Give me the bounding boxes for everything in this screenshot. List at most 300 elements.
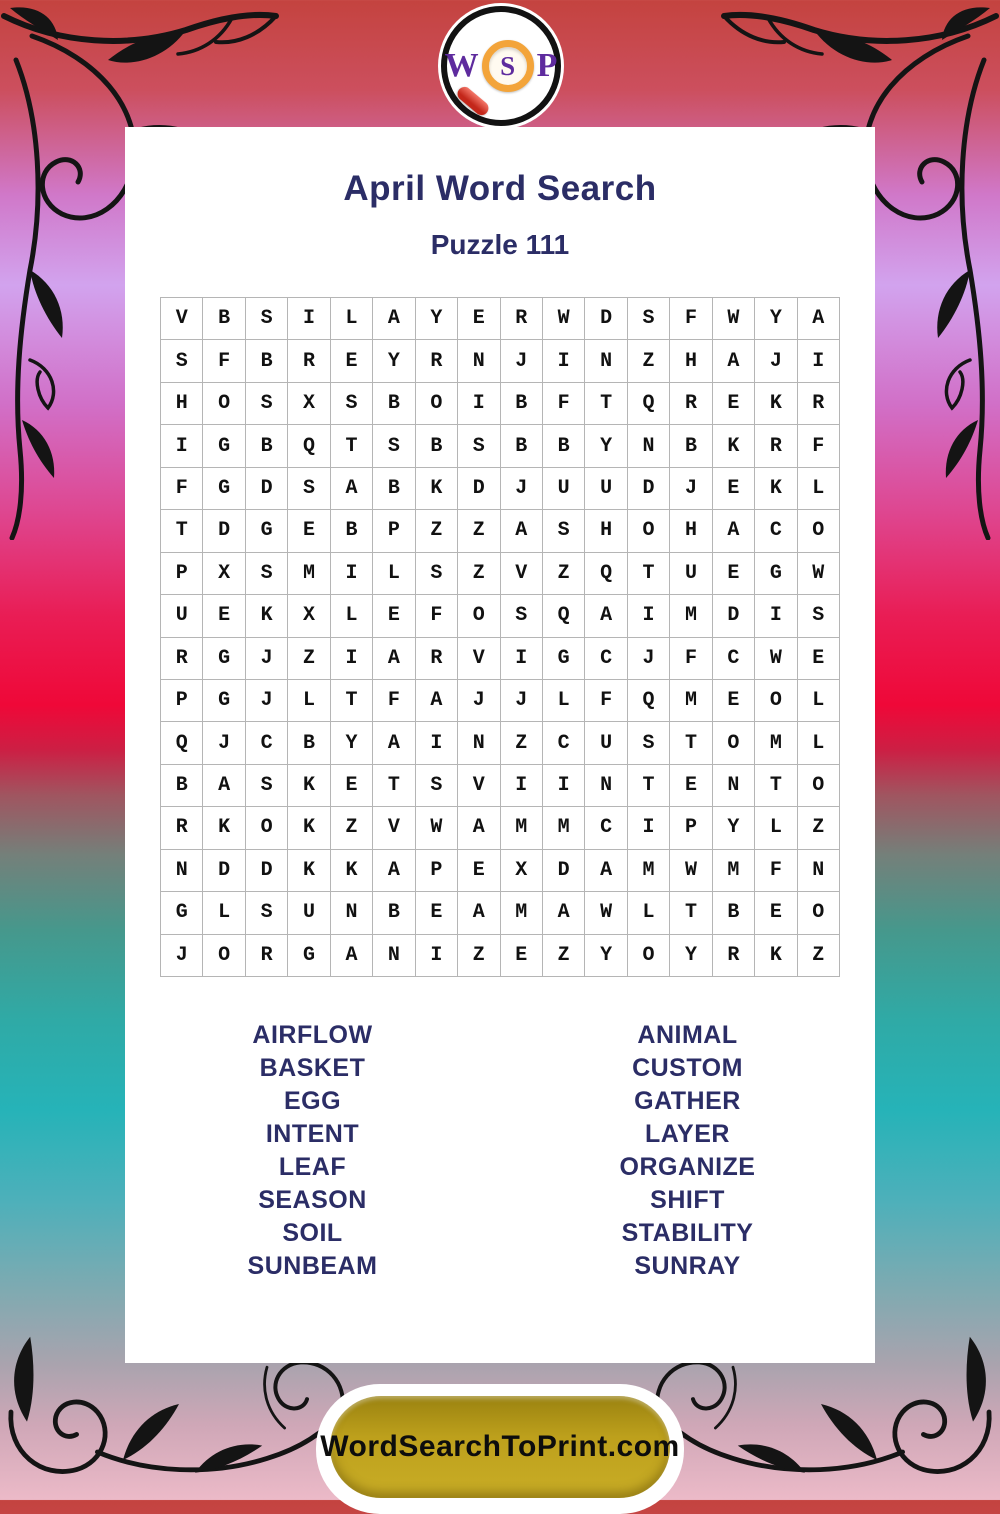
grid-cell: V	[161, 298, 203, 340]
grid-cell: S	[627, 298, 669, 340]
grid-cell: B	[712, 892, 754, 934]
grid-cell: K	[755, 467, 797, 509]
grid-cell: B	[161, 764, 203, 806]
grid-row	[161, 552, 840, 594]
grid-cell: R	[288, 340, 330, 382]
grid-cell: A	[712, 510, 754, 552]
grid-cell: F	[161, 467, 203, 509]
word-item: ANIMAL	[637, 1021, 738, 1049]
grid-cell: A	[203, 764, 245, 806]
grid-cell: M	[288, 552, 330, 594]
grid-cell: O	[415, 382, 457, 424]
grid-cell: S	[245, 552, 287, 594]
grid-cell: N	[373, 934, 415, 976]
grid-cell: K	[288, 764, 330, 806]
grid-cell: Z	[500, 722, 542, 764]
grid-cell: Z	[797, 807, 839, 849]
grid-cell: B	[373, 382, 415, 424]
grid-cell: T	[670, 892, 712, 934]
grid-cell: R	[161, 807, 203, 849]
grid-cell: G	[245, 510, 287, 552]
grid-cell: S	[245, 764, 287, 806]
word-item: LEAF	[278, 1153, 347, 1181]
grid-cell: F	[585, 679, 627, 721]
grid-cell: F	[797, 425, 839, 467]
grid-cell: D	[245, 467, 287, 509]
grid-cell: J	[755, 340, 797, 382]
grid-cell: P	[161, 552, 203, 594]
grid-cell: S	[627, 722, 669, 764]
grid-cell: K	[288, 849, 330, 891]
grid-cell: U	[542, 467, 584, 509]
grid-cell: N	[627, 425, 669, 467]
grid-cell: O	[797, 510, 839, 552]
grid-cell: M	[755, 722, 797, 764]
grid-cell: W	[542, 298, 584, 340]
grid-cell: D	[245, 849, 287, 891]
grid-cell: N	[797, 849, 839, 891]
word-item: AIRFLOW	[252, 1021, 373, 1049]
grid-cell: K	[755, 934, 797, 976]
grid-row	[161, 340, 840, 382]
puzzle-card	[125, 127, 875, 1363]
grid-cell: E	[797, 637, 839, 679]
grid-cell: Z	[458, 552, 500, 594]
grid-cell: L	[797, 679, 839, 721]
grid-cell: I	[500, 764, 542, 806]
grid-cell: K	[330, 849, 372, 891]
grid-cell: P	[415, 849, 457, 891]
grid-cell: D	[585, 298, 627, 340]
grid-cell: T	[161, 510, 203, 552]
grid-row	[161, 637, 840, 679]
grid-cell: T	[585, 382, 627, 424]
site-link-label: WordSearchToPrint.com	[320, 1430, 680, 1463]
grid-cell: E	[203, 595, 245, 637]
grid-cell: Y	[330, 722, 372, 764]
grid-cell: S	[161, 340, 203, 382]
word-item: SOIL	[282, 1219, 343, 1247]
word-item: SUNRAY	[634, 1252, 741, 1280]
word-item: GATHER	[634, 1087, 741, 1115]
grid-cell: B	[330, 510, 372, 552]
grid-cell: S	[542, 510, 584, 552]
grid-cell: Q	[288, 425, 330, 467]
grid-cell: E	[373, 595, 415, 637]
grid-cell: O	[797, 892, 839, 934]
grid-cell: T	[755, 764, 797, 806]
grid-cell: O	[245, 807, 287, 849]
grid-cell: B	[245, 425, 287, 467]
grid-cell: F	[670, 637, 712, 679]
puzzle-number: Puzzle 111	[430, 229, 570, 260]
grid-cell: G	[755, 552, 797, 594]
grid-cell: I	[542, 340, 584, 382]
word-item: SHIFT	[650, 1186, 725, 1214]
grid-cell: T	[670, 722, 712, 764]
grid-row	[161, 298, 840, 340]
grid-cell: I	[288, 298, 330, 340]
grid-cell: C	[245, 722, 287, 764]
word-item: EGG	[283, 1087, 342, 1115]
grid-cell: Z	[458, 510, 500, 552]
grid-cell: P	[373, 510, 415, 552]
grid-cell: E	[458, 298, 500, 340]
grid-cell: C	[542, 722, 584, 764]
grid-cell: U	[161, 595, 203, 637]
grid-cell: C	[585, 807, 627, 849]
grid-cell: B	[373, 467, 415, 509]
grid-cell: N	[330, 892, 372, 934]
grid-cell: T	[627, 764, 669, 806]
grid-cell: D	[203, 510, 245, 552]
word-item: LAYER	[645, 1120, 730, 1148]
grid-cell: N	[161, 849, 203, 891]
grid-cell: Q	[585, 552, 627, 594]
grid-cell: I	[330, 552, 372, 594]
grid-cell: C	[712, 637, 754, 679]
grid-cell: S	[458, 425, 500, 467]
grid-cell: I	[458, 382, 500, 424]
word-item: SUNBEAM	[247, 1252, 378, 1280]
grid-cell: L	[542, 679, 584, 721]
grid-cell: A	[585, 849, 627, 891]
grid-row	[161, 764, 840, 806]
grid-cell: E	[712, 382, 754, 424]
grid-cell: L	[797, 722, 839, 764]
grid-cell: H	[670, 340, 712, 382]
grid-cell: P	[670, 807, 712, 849]
grid-cell: Z	[330, 807, 372, 849]
grid-cell: A	[373, 298, 415, 340]
logo-letter-p: P	[536, 47, 558, 84]
grid-cell: R	[500, 298, 542, 340]
grid-cell: R	[245, 934, 287, 976]
grid-cell: D	[458, 467, 500, 509]
grid-cell: J	[500, 340, 542, 382]
grid-row	[161, 382, 840, 424]
grid-cell: Y	[415, 298, 457, 340]
grid-cell: J	[500, 467, 542, 509]
grid-cell: J	[627, 637, 669, 679]
grid-cell: M	[542, 807, 584, 849]
grid-cell: E	[670, 764, 712, 806]
grid-row	[161, 467, 840, 509]
grid-cell: M	[670, 679, 712, 721]
grid-cell: S	[415, 552, 457, 594]
grid-cell: W	[755, 637, 797, 679]
grid-cell: A	[585, 595, 627, 637]
grid-cell: R	[755, 425, 797, 467]
grid-cell: Z	[458, 934, 500, 976]
grid-cell: J	[245, 637, 287, 679]
grid-cell: Y	[585, 934, 627, 976]
grid-cell: Y	[585, 425, 627, 467]
grid-cell: X	[288, 595, 330, 637]
grid-cell: B	[203, 298, 245, 340]
grid-cell: O	[712, 722, 754, 764]
grid-cell: L	[755, 807, 797, 849]
grid-cell: E	[712, 679, 754, 721]
grid-row	[161, 807, 840, 849]
grid-cell: L	[373, 552, 415, 594]
grid-cell: T	[330, 425, 372, 467]
grid-cell: A	[415, 679, 457, 721]
grid-cell: P	[161, 679, 203, 721]
grid-cell: Y	[373, 340, 415, 382]
grid-cell: U	[670, 552, 712, 594]
grid-cell: M	[627, 849, 669, 891]
grid-cell: I	[330, 637, 372, 679]
grid-cell: R	[797, 382, 839, 424]
grid-cell: F	[373, 679, 415, 721]
grid-cell: J	[161, 934, 203, 976]
grid-cell: A	[458, 807, 500, 849]
grid-cell: M	[670, 595, 712, 637]
grid-cell: Y	[712, 807, 754, 849]
grid-cell: K	[712, 425, 754, 467]
grid-cell: A	[458, 892, 500, 934]
grid-cell: H	[161, 382, 203, 424]
grid-cell: B	[415, 425, 457, 467]
word-list-left	[125, 1019, 500, 1283]
grid-cell: W	[712, 298, 754, 340]
footer-button-glow	[316, 1384, 684, 1514]
grid-cell: E	[712, 467, 754, 509]
grid-cell: T	[373, 764, 415, 806]
grid-cell: W	[670, 849, 712, 891]
grid-cell: R	[161, 637, 203, 679]
grid-cell: G	[161, 892, 203, 934]
grid-cell: X	[288, 382, 330, 424]
grid-cell: G	[203, 425, 245, 467]
grid-cell: N	[712, 764, 754, 806]
grid-cell: E	[330, 764, 372, 806]
grid-cell: W	[797, 552, 839, 594]
grid-cell: J	[203, 722, 245, 764]
grid-cell: C	[585, 637, 627, 679]
grid-cell: C	[755, 510, 797, 552]
grid-cell: I	[415, 934, 457, 976]
grid-row	[161, 892, 840, 934]
grid-cell: E	[500, 934, 542, 976]
grid-row	[161, 934, 840, 976]
grid-cell: G	[542, 637, 584, 679]
grid-cell: R	[712, 934, 754, 976]
grid-cell: I	[797, 340, 839, 382]
grid-cell: F	[542, 382, 584, 424]
grid-cell: L	[627, 892, 669, 934]
grid-cell: D	[627, 467, 669, 509]
grid-cell: R	[415, 637, 457, 679]
grid-cell: M	[500, 892, 542, 934]
grid-cell: F	[755, 849, 797, 891]
grid-cell: S	[245, 298, 287, 340]
grid-cell: U	[585, 467, 627, 509]
grid-cell: N	[585, 340, 627, 382]
word-grid	[160, 297, 840, 977]
grid-cell: M	[712, 849, 754, 891]
grid-row	[161, 722, 840, 764]
grid-cell: Z	[288, 637, 330, 679]
grid-cell: G	[288, 934, 330, 976]
grid-cell: A	[373, 849, 415, 891]
grid-cell: Z	[627, 340, 669, 382]
logo-letter-w: W	[444, 47, 479, 84]
grid-cell: Z	[542, 934, 584, 976]
grid-cell: X	[203, 552, 245, 594]
grid-cell: H	[670, 510, 712, 552]
grid-cell: I	[415, 722, 457, 764]
word-item: ORGANIZE	[619, 1153, 756, 1181]
grid-cell: L	[330, 298, 372, 340]
grid-cell: K	[755, 382, 797, 424]
grid-cell: Y	[670, 934, 712, 976]
grid-cell: N	[585, 764, 627, 806]
grid-cell: B	[670, 425, 712, 467]
grid-cell: X	[500, 849, 542, 891]
grid-cell: S	[797, 595, 839, 637]
grid-cell: L	[288, 679, 330, 721]
grid-cell: S	[245, 892, 287, 934]
grid-cell: A	[373, 637, 415, 679]
grid-cell: I	[627, 595, 669, 637]
grid-cell: A	[500, 510, 542, 552]
grid-cell: K	[203, 807, 245, 849]
word-item: CUSTOM	[632, 1054, 743, 1082]
grid-cell: N	[458, 340, 500, 382]
grid-cell: O	[797, 764, 839, 806]
grid-cell: Z	[415, 510, 457, 552]
grid-cell: Z	[542, 552, 584, 594]
grid-row	[161, 849, 840, 891]
grid-cell: Y	[755, 298, 797, 340]
grid-cell: R	[415, 340, 457, 382]
grid-cell: S	[373, 425, 415, 467]
site-link-button[interactable]	[320, 1396, 680, 1498]
grid-cell: D	[542, 849, 584, 891]
grid-cell: I	[755, 595, 797, 637]
grid-cell: A	[797, 298, 839, 340]
grid-cell: A	[712, 340, 754, 382]
grid-cell: Z	[797, 934, 839, 976]
grid-cell: O	[458, 595, 500, 637]
grid-cell: L	[203, 892, 245, 934]
grid-cell: A	[373, 722, 415, 764]
grid-cell: M	[500, 807, 542, 849]
grid-cell: Q	[161, 722, 203, 764]
grid-cell: K	[245, 595, 287, 637]
grid-row	[161, 510, 840, 552]
grid-cell: V	[500, 552, 542, 594]
word-item: BASKET	[259, 1054, 366, 1082]
grid-cell: B	[288, 722, 330, 764]
grid-cell: B	[542, 425, 584, 467]
grid-cell: A	[542, 892, 584, 934]
word-item: STABILITY	[621, 1219, 754, 1247]
grid-cell: S	[330, 382, 372, 424]
grid-cell: N	[458, 722, 500, 764]
grid-cell: O	[203, 934, 245, 976]
grid-cell: O	[627, 510, 669, 552]
grid-cell: B	[245, 340, 287, 382]
grid-cell: G	[203, 637, 245, 679]
grid-cell: L	[797, 467, 839, 509]
grid-cell: E	[288, 510, 330, 552]
word-item: INTENT	[265, 1120, 360, 1148]
word-grid-body	[161, 298, 840, 977]
grid-cell: K	[288, 807, 330, 849]
grid-cell: G	[203, 467, 245, 509]
grid-cell: B	[500, 382, 542, 424]
grid-row	[161, 679, 840, 721]
grid-cell: B	[500, 425, 542, 467]
grid-cell: V	[458, 764, 500, 806]
grid-cell: T	[330, 679, 372, 721]
grid-cell: U	[585, 722, 627, 764]
grid-cell: J	[670, 467, 712, 509]
grid-cell: F	[203, 340, 245, 382]
grid-cell: V	[458, 637, 500, 679]
grid-cell: A	[330, 934, 372, 976]
grid-cell: E	[458, 849, 500, 891]
grid-cell: L	[330, 595, 372, 637]
grid-cell: S	[245, 382, 287, 424]
grid-cell: J	[245, 679, 287, 721]
grid-cell: O	[203, 382, 245, 424]
word-item: SEASON	[258, 1186, 367, 1214]
word-list-right	[500, 1019, 875, 1283]
magnifier-lens-icon	[482, 40, 534, 92]
grid-cell: R	[670, 382, 712, 424]
grid-cell: O	[627, 934, 669, 976]
grid-cell: I	[627, 807, 669, 849]
word-lists	[125, 1019, 875, 1283]
logo-letter-s: S	[500, 50, 516, 81]
grid-cell: E	[755, 892, 797, 934]
grid-cell: O	[755, 679, 797, 721]
grid-cell: W	[585, 892, 627, 934]
grid-cell: I	[161, 425, 203, 467]
logo-letters	[445, 40, 558, 92]
grid-cell: F	[670, 298, 712, 340]
grid-cell: U	[288, 892, 330, 934]
grid-cell: E	[712, 552, 754, 594]
grid-cell: J	[500, 679, 542, 721]
grid-cell: I	[542, 764, 584, 806]
grid-cell: F	[415, 595, 457, 637]
grid-cell: D	[712, 595, 754, 637]
grid-cell: I	[500, 637, 542, 679]
grid-cell: Q	[627, 679, 669, 721]
grid-cell: J	[458, 679, 500, 721]
grid-row	[161, 425, 840, 467]
grid-cell: E	[415, 892, 457, 934]
grid-cell: S	[500, 595, 542, 637]
wsp-logo-badge	[441, 6, 561, 126]
grid-cell: S	[288, 467, 330, 509]
grid-row	[161, 595, 840, 637]
grid-cell: D	[203, 849, 245, 891]
grid-cell: W	[415, 807, 457, 849]
grid-cell: Q	[627, 382, 669, 424]
grid-cell: K	[415, 467, 457, 509]
grid-cell: V	[373, 807, 415, 849]
page-title: April Word Search	[343, 169, 657, 208]
grid-cell: S	[415, 764, 457, 806]
grid-cell: G	[203, 679, 245, 721]
grid-cell: B	[373, 892, 415, 934]
